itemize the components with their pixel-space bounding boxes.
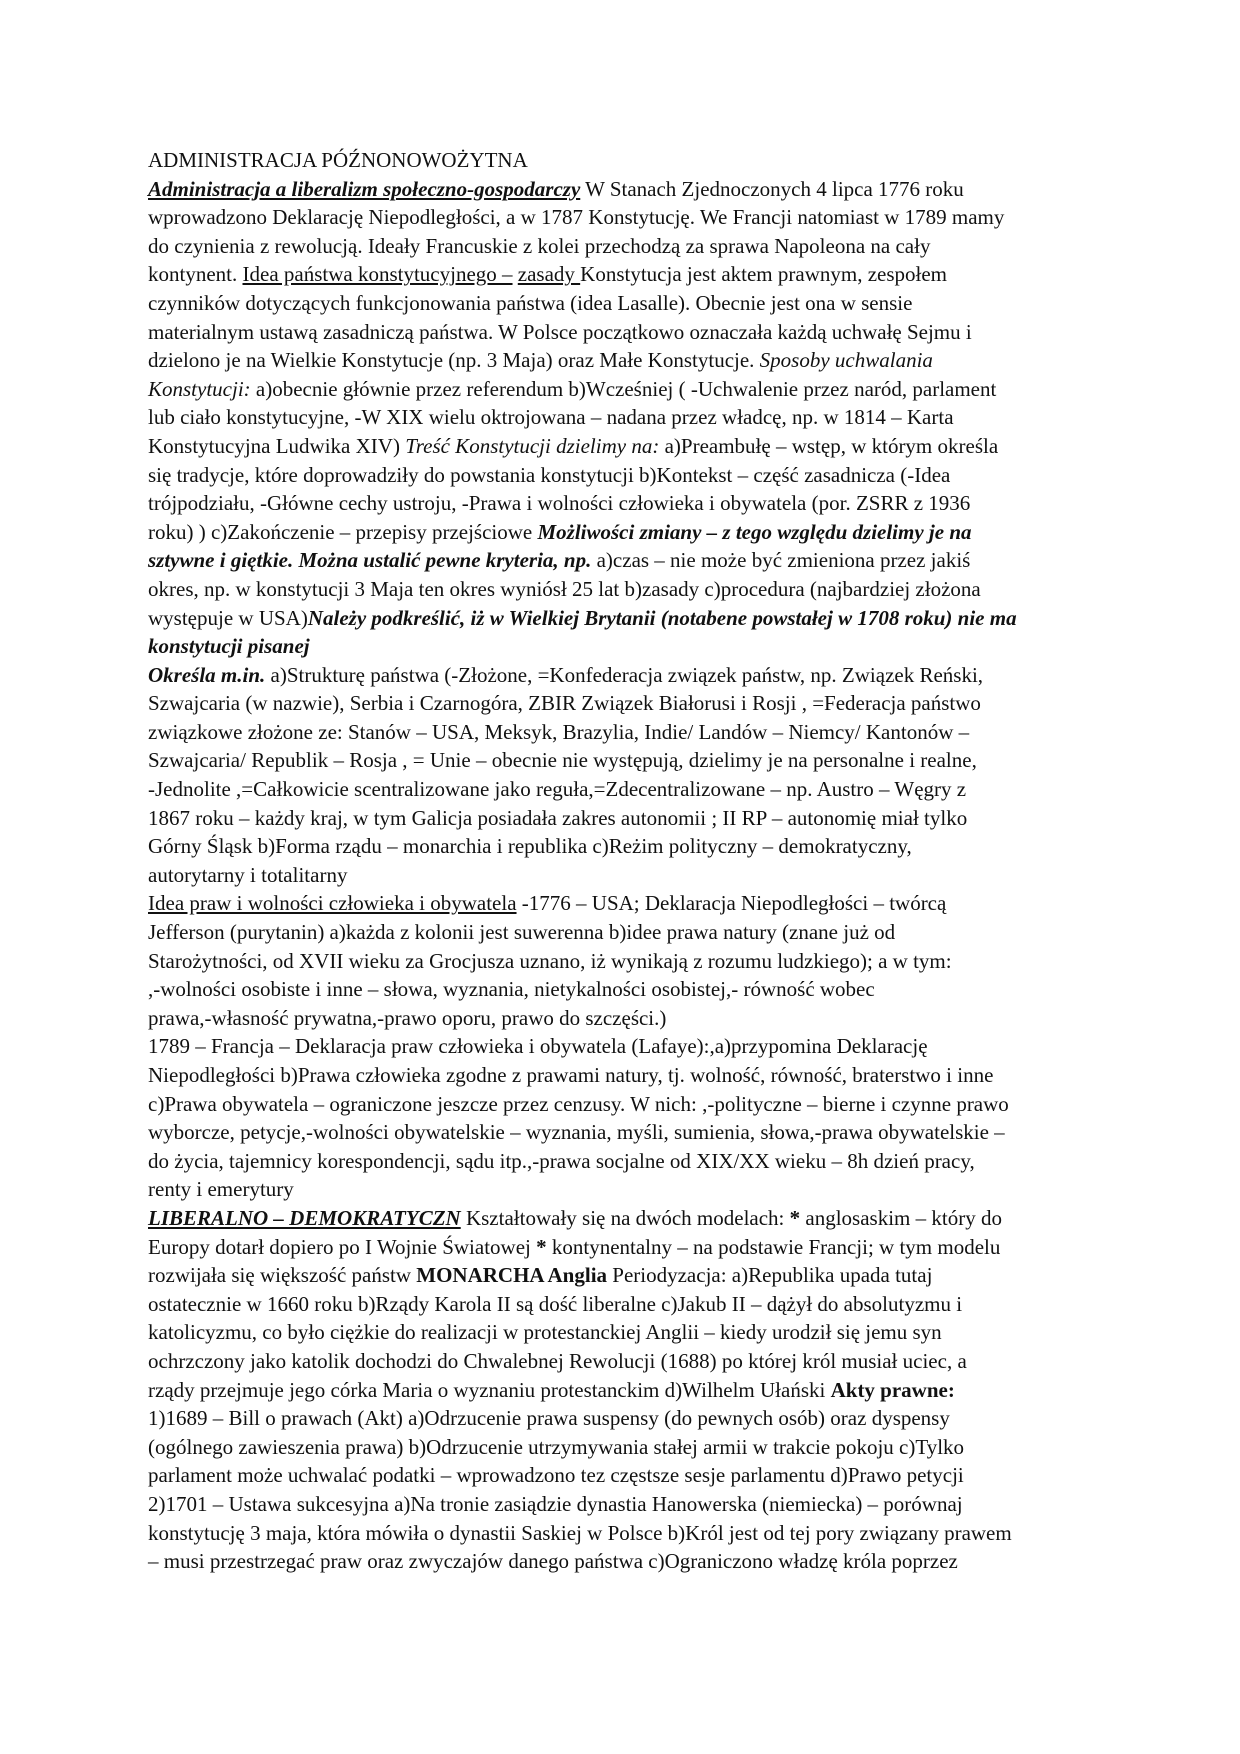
text-line (148, 1461, 1178, 1490)
text-segment: Górny Śląsk b)Forma rządu – monarchia i republika c)Reżim polityczny – demokratyczny, (148, 834, 912, 859)
text-segment: konstytucję 3 maja, która mówiła o dynastii Saskiej w Polsce b)Król jest od tej pory związany prawem (148, 1520, 1012, 1545)
text-segment: a)obecnie głównie przez referendum b)Wcześniej ( -Uchwalenie przez naród, parlament (250, 376, 997, 401)
text-line (148, 175, 1178, 204)
text-segment: (ogólnego zawieszenia prawa) b)Odrzucenie utrzymywania stałej armii w trakcie pokoju c)Tylko (148, 1434, 965, 1459)
text-line (148, 1175, 1178, 1204)
text-line (148, 918, 1178, 947)
text-line (148, 1204, 1178, 1233)
text-segment: okres, np. w konstytucji 3 Maja ten okres wyniósł 25 lat b)zasady c)procedura (najbardziej złożona (148, 576, 981, 601)
text-line (148, 746, 1178, 775)
text-line (148, 546, 1178, 575)
text-line (148, 1233, 1178, 1262)
text-segment: anglosaskim – który do (800, 1205, 1002, 1230)
text-segment: kontynentalny – na podstawie Francji; w tym modelu (546, 1234, 1001, 1259)
text-line (148, 1433, 1178, 1462)
text-segment: Należy podkreślić, iż w Wielkiej Brytanii (notabene powstałej w 1708 roku) nie ma (307, 605, 1017, 630)
text-segment: ostatecznie w 1660 roku b)Rządy Karola II są dość liberalne c)Jakub II – dążył do absolutyzmu i (148, 1291, 963, 1316)
text-segment: Konstytucyjna Ludwika XIV) (148, 433, 406, 458)
text-segment: Idea praw i wolności człowieka i obywatela (148, 891, 517, 916)
text-line (148, 1376, 1178, 1405)
text-segment: Określa m.in. (148, 662, 266, 687)
text-line (148, 489, 1178, 518)
text-line (148, 518, 1178, 547)
text-segment: ochrzczony jako katolik dochodzi do Chwalebnej Rewolucji (1688) po której król musiał uciec, a (148, 1348, 967, 1373)
text-segment: Periodyzacja: a)Republika upada tutaj (607, 1263, 933, 1288)
text-line (148, 461, 1178, 490)
text-line (148, 1547, 1178, 1576)
text-segment: Akty prawne: (830, 1377, 955, 1402)
text-segment: rozwijała się większość państw (148, 1263, 417, 1288)
text-segment: c)Prawa obywatela – ograniczone jeszcze przez cenzusy. W nich: ,-polityczne – bierne i czynne prawo (148, 1091, 1009, 1116)
text-segment: Szwajcaria (w nazwie), Serbia i Czarnogóra, ZBIR Związek Białorusi i Rosji , =Federacja państwo (148, 691, 981, 716)
text-segment: dzielono je na Wielkie Konstytucje (np. 3 Maja) oraz Małe Konstytucje. (148, 348, 760, 373)
text-segment: a)Preambułę – wstęp, w którym określa (659, 433, 999, 458)
text-segment: Administracja a liberalizm społeczno-gospodarczy (148, 176, 581, 201)
text-line (148, 1490, 1178, 1519)
text-segment: lub ciało konstytucyjne, -W XIX wielu oktrojowana – nadana przez władcę, np. w 1814 – Karta (148, 405, 954, 430)
text-segment: 1867 roku – każdy kraj, w tym Galicja posiadała zakres autonomii ; II RP – autonomię miał tylko (148, 805, 968, 830)
text-segment: parlament może uchwalać podatki – wprowadzono tez częstsze sesje parlamentu d)Prawo petycji (148, 1463, 964, 1488)
text-segment: prawa,-własność prywatna,-prawo oporu, prawo do szczęści.) (148, 1005, 667, 1030)
text-segment: Szwajcaria/ Republik – Rosja , = Unie – obecnie nie występują, dzielimy je na personalne i realne, (148, 748, 977, 773)
text-segment: rządy przejmuje jego córka Maria o wyznaniu protestanckim d)Wilhelm Ułański (148, 1377, 831, 1402)
text-segment: MONARCHA Anglia (416, 1263, 608, 1288)
text-line (148, 775, 1178, 804)
text-segment: ,-wolności osobiste i inne – słowa, wyznania, nietykalności osobistej,- równość wobec (148, 977, 875, 1002)
text-segment: wprowadzono Deklarację Niepodległości, a w 1787 Konstytucję. We Francji natomiast w 1789 mamy (148, 205, 1005, 230)
text-line (148, 1147, 1178, 1176)
document-page (148, 146, 1178, 1576)
text-segment: W Stanach Zjednoczonych 4 lipca 1776 roku (580, 176, 964, 201)
text-segment: a)czas – nie może być zmieniona przez jakiś (591, 548, 971, 573)
text-line (148, 346, 1178, 375)
text-line (148, 260, 1178, 289)
text-line (148, 1118, 1178, 1147)
text-segment: 1)1689 – Bill o prawach (Akt) a)Odrzucenie prawa suspensy (do pewnych osób) oraz dyspensy (148, 1406, 950, 1431)
text-line (148, 1261, 1178, 1290)
text-segment: a)Strukturę państwa (-Złożone, =Konfederacja związek państw, np. Związek Reński, (265, 662, 984, 687)
text-segment: kontynent. (148, 262, 243, 287)
text-segment: katolicyzmu, co było ciężkie do realizacji w protestanckiej Anglii – kiedy urodził się jemu syn (148, 1320, 942, 1345)
document-body (148, 175, 1178, 1576)
text-segment: Konstytucja jest aktem prawnym, zespołem (580, 262, 947, 287)
text-line (148, 947, 1178, 976)
text-segment: 1789 – Francja – Deklaracja praw człowieka i obywatela (Lafaye):,a)przypomina Deklarację (148, 1034, 928, 1059)
text-segment: wyborcze, petycje,-wolności obywatelskie – wyznania, myśli, sumienia, słowa,-prawa obywatelskie – (148, 1120, 1005, 1145)
text-line (148, 718, 1178, 747)
text-segment: konstytucji pisanej (148, 634, 310, 659)
text-segment: występuje w USA) (148, 605, 308, 630)
text-line (148, 403, 1178, 432)
text-segment: do czynienia z rewolucją. Ideały Francuskie z kolei przechodzą za sprawa Napoleona na cały (148, 233, 931, 258)
text-segment: Sposoby uchwalania (759, 348, 933, 373)
text-segment: czynników dotyczących funkcjonowania państwa (idea Lasalle). Obecnie jest ona w sensie (148, 290, 913, 315)
text-line (148, 203, 1178, 232)
text-segment: – musi przestrzegać praw oraz zwyczajów danego państwa c)Ograniczono władzę króla poprzez (148, 1549, 958, 1574)
text-line (148, 689, 1178, 718)
text-line (148, 289, 1178, 318)
text-line (148, 1318, 1178, 1347)
text-segment: renty i emerytury (148, 1177, 294, 1202)
text-segment: Niepodległości b)Prawa człowieka zgodne z prawami natury, tj. wolność, równość, braterstwo i inne (148, 1063, 994, 1087)
text-segment: sztywne i giętkie. Można ustalić pewne kryteria, np. (148, 548, 592, 573)
text-line (148, 975, 1178, 1004)
text-segment: Jefferson (purytanin) a)każda z kolonii jest suwerenna b)idee prawa natury (znane już od (148, 920, 896, 945)
text-segment: -1776 – USA; Deklaracja Niepodległości – twórcą (516, 891, 947, 916)
text-segment: LIBERALNO – DEMOKRATYCZN (148, 1205, 461, 1230)
text-segment: związkowe złożone ze: Stanów – USA, Meksyk, Brazylia, Indie/ Landów – Niemcy/ Kantonów – (148, 719, 970, 744)
text-line (148, 889, 1178, 918)
document-title: ADMINISTRACJA PÓŹNONOWOŻYTNA (148, 148, 528, 172)
text-line (148, 1347, 1178, 1376)
text-line (148, 604, 1178, 633)
text-line (148, 861, 1178, 890)
text-segment: się tradycje, które doprowadziły do powstania konstytucji b)Kontekst – część zasadnicza (-Idea (148, 462, 951, 487)
text-segment: roku) ) c)Zakończenie – przepisy przejściowe (148, 519, 538, 544)
text-line (148, 232, 1178, 261)
text-segment: Starożytności, od XVII wieku za Grocjusza uznano, iż wynikają z rozumu ludzkiego); a w tym: (148, 948, 952, 973)
text-segment: Konstytucji: (148, 376, 251, 401)
text-line (148, 1404, 1178, 1433)
text-segment: * (789, 1205, 801, 1230)
text-segment: Możliwości zmiany – z tego względu dzielimy je na (537, 519, 972, 544)
text-line (148, 1004, 1178, 1033)
text-line (148, 632, 1178, 661)
text-line (148, 1032, 1178, 1061)
text-segment: Idea państwa konstytucyjnego – (242, 262, 513, 287)
text-line (148, 375, 1178, 404)
text-line (148, 575, 1178, 604)
text-segment: -Jednolite ,=Całkowicie scentralizowane jako reguła,=Zdecentralizowane – np. Austro – Węgry z (148, 777, 967, 802)
text-line (148, 1090, 1178, 1119)
text-segment: autorytarny i totalitarny (148, 862, 348, 887)
text-line (148, 1061, 1178, 1090)
text-segment: Europy dotarł dopiero po I Wojnie Światowej (148, 1234, 537, 1259)
text-segment: 2)1701 – Ustawa sukcesyjna a)Na tronie zasiądzie dynastia Hanowerska (niemiecka) – porównaj (148, 1491, 963, 1516)
text-line (148, 1290, 1178, 1319)
text-line (148, 832, 1178, 861)
text-line (148, 318, 1178, 347)
text-segment: trójpodziału, -Główne cechy ustroju, -Prawa i wolności człowieka i obywatela (por. ZSRR z 1936 (148, 491, 971, 516)
text-segment: do życia, tajemnicy korespondencji, sądu itp.,-prawa socjalne od XIX/XX wieku – 8h dzień pracy, (148, 1148, 975, 1173)
text-segment: * (536, 1234, 547, 1259)
text-segment: Treść Konstytucji dzielimy na: (405, 433, 660, 458)
text-segment: materialnym ustawą zasadniczą państwa. W Polsce początkowo oznaczała każdą uchwałę Sejmu i (148, 319, 972, 344)
text-line (148, 1519, 1178, 1548)
text-line (148, 804, 1178, 833)
text-segment: zasady (517, 262, 581, 287)
text-line (148, 432, 1178, 461)
text-segment: Kształtowały się na dwóch modelach: (460, 1205, 790, 1230)
text-line (148, 661, 1178, 690)
